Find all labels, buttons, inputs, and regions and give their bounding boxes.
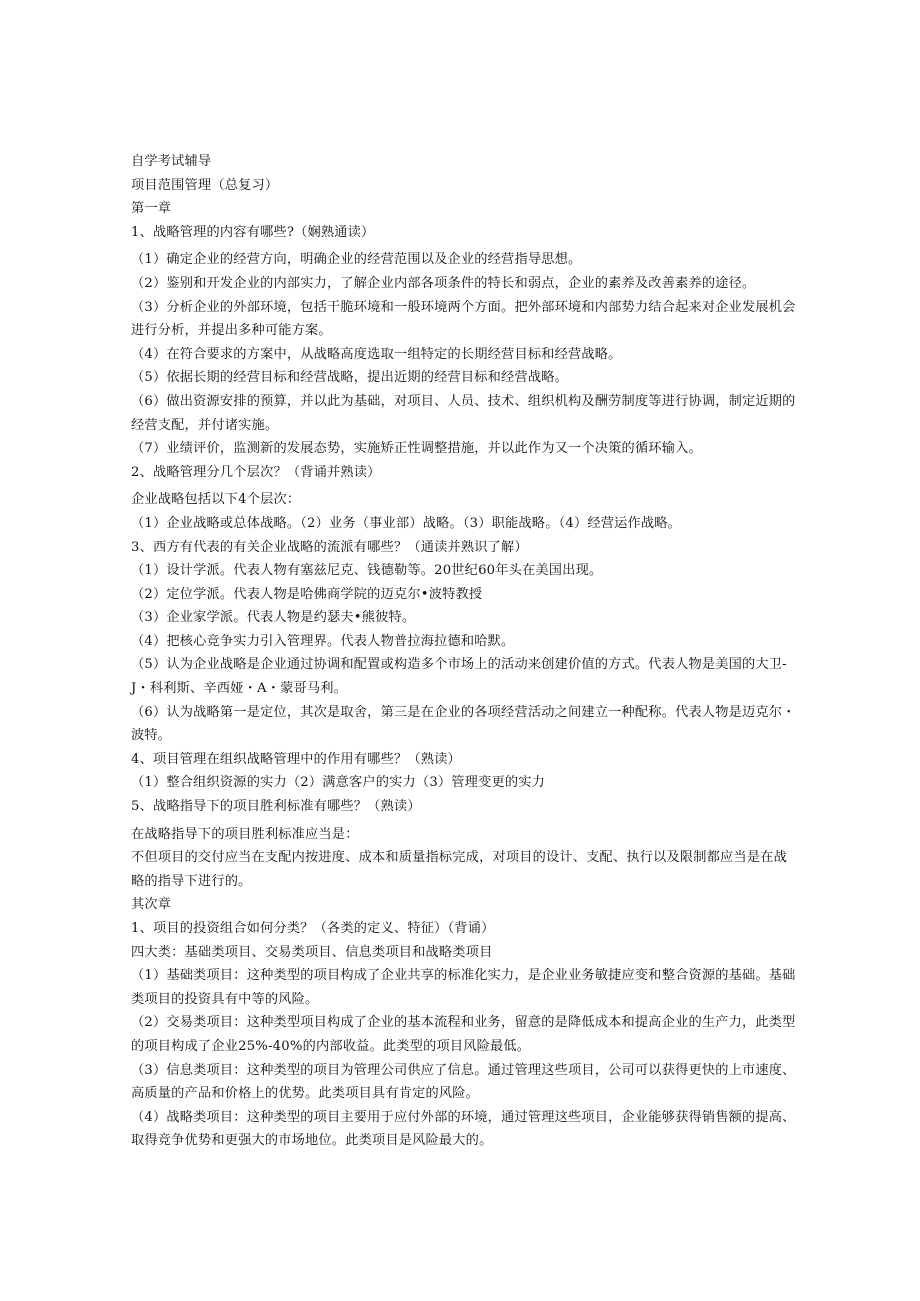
answer-line: （1）基础类项目：这种类型的项目构成了企业共享的标准化实力，是企业业务敏捷应变和整合资源的基础。基础类项目的投资具有中等的风险。 (131, 968, 796, 1007)
document-page (131, 150, 796, 1153)
answer-line: （4）把核心竞争实力引入管理界。代表人物普拉海拉德和哈默。 (131, 633, 515, 649)
answer-line: （1）整合组织资源的实力（2）满意客户的实力（3）管理变更的实力 (131, 775, 546, 791)
question-1-1: 1、战略管理的内容有哪些?（娴熟通读） (131, 224, 375, 240)
question-1-2: 2、战略管理分几个层次？（背诵并熟读） (131, 464, 381, 480)
answer-line: （4）在符合要求的方案中，从战略高度选取一组特定的长期经营目标和经营战略。 (131, 346, 622, 362)
question-1-4: 4、项目管理在组织战略管理中的作用有哪些？（熟读） (131, 751, 461, 767)
answer-line: （3）分析企业的外部环境，包括干脆环境和一般环境两个方面。把外部环境和内部势力结合起来对企业发展机会进行分析，并提出多种可能方案。 (131, 299, 796, 339)
answer-line: （1）确定企业的经营方向，明确企业的经营范围以及企业的经营指导思想。 (131, 252, 582, 268)
chapter-2-heading: 其次章 (131, 897, 172, 913)
answer-line: （5）依据长期的经营目标和经营战略，提出近期的经营目标和经营战略。 (131, 370, 568, 386)
answer-line: 不但项目的交付应当在支配内按进度、成本和质量指标完成，对项目的设计、支配、执行以及限制都应当是在战略的指导下进行的。 (131, 850, 787, 889)
answer-line: （4）战略类项目：这种类型的项目主要用于应付外部的环境，通过管理这些项目，企业能够获得销售额的提高、取得竞争优势和更强大的市场地位。此类项目是风险最大的。 (131, 1109, 796, 1149)
answer-line: （3）信息类项目：这种类型的项目为管理公司供应了信息。通过管理这些项目，公司可以获得更快的上市速度、高质量的产品和价格上的优势。此类项目具有肯定的风险。 (131, 1062, 796, 1102)
answer-line: （6）认为战略第一是定位，其次是取舍，第三是在企业的各项经营活动之间建立一种配称。代表人物是迈克尔・波特。 (131, 704, 796, 744)
answer-line: （1）企业战略或总体战略。（2）业务（事业部）战略。（3）职能战略。（4）经营运作战略。 (131, 515, 682, 531)
answer-line: （5）认为企业战略是企业通过协调和配置或构造多个市场上的活动来创建价值的方式。代表人物是美国的大卫-J・科利斯、辛西娅・A・蒙哥马利。 (131, 657, 787, 697)
question-1-3: 3、西方有代表的有关企业战略的流派有哪些？（通读并熟识了解） (131, 539, 528, 555)
answer-line: （7）业绩评价，监测新的发展态势，实施矫正性调整措施，并以此作为又一个决策的循环输入。 (131, 441, 702, 457)
answer-line: 企业战略包括以下4个层次： (131, 492, 301, 508)
document-subtitle: 项目范围管理（总复习） (131, 177, 279, 193)
answer-line: （1）设计学派。代表人物有塞兹尼克、钱德勒等。20世纪60年头在美国出现。 (131, 563, 603, 579)
chapter-1-heading: 第一章 (131, 201, 172, 217)
answer-line: 在战略指导下的项目胜利标准应当是： (131, 826, 359, 842)
answer-line: （2）交易类项目：这种类型项目构成了企业的基本流程和业务，留意的是降低成本和提高企业的生产力，此类型的项目构成了企业25%-40%的内部收益。此类型的项目风险最低。 (131, 1015, 796, 1054)
answer-line: 四大类：基础类项目、交易类项目、信息类项目和战略类项目 (131, 944, 493, 960)
answer-line: （3）企业家学派。代表人物是约瑟夫•熊彼特。 (131, 610, 416, 626)
question-2-1: 1、项目的投资组合如何分类？（各类的定义、特征）（背诵） (131, 921, 495, 936)
answer-line: （2）鉴别和开发企业的内部实力，了解企业内部各项条件的特长和弱点，企业的素养及改善素养的途径。 (131, 275, 756, 291)
answer-line: （2）定位学派。代表人物是哈佛商学院的迈克尔•波特教授 (131, 586, 483, 602)
document-title: 自学考试辅导 (131, 154, 212, 169)
question-1-5: 5、战略指导下的项目胜利标准有哪些？（熟读） (131, 799, 421, 815)
answer-line: （6）做出资源安排的预算，并以此为基础，对项目、人员、技术、组织机构及酬劳制度等进行协调，制定近期的经营支配，并付诸实施。 (131, 393, 796, 433)
